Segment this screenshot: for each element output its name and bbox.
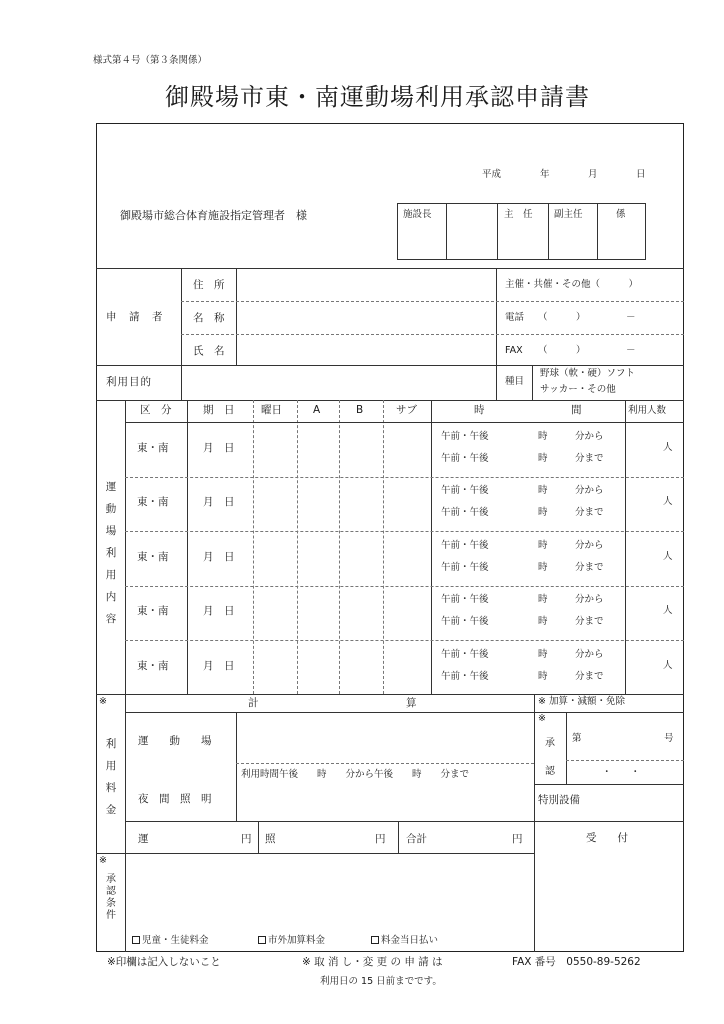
row-to-text: 分まで	[575, 562, 604, 573]
row-division: 東・南	[137, 605, 169, 617]
form-number: 様式第４号（第３条関係）	[93, 55, 208, 66]
total-label: 合計	[406, 833, 427, 845]
row-from-hour: 時	[538, 594, 548, 605]
checkbox-label: 市外加算料金	[268, 935, 326, 946]
fax-label: FAX	[505, 345, 523, 356]
row-to-ampm: 午前・午後	[441, 616, 489, 627]
name-label: 名 称	[193, 312, 225, 324]
approval-no-right: 号	[664, 733, 674, 744]
col-date: 期 日	[203, 404, 235, 416]
conditions-mark: ※	[99, 855, 107, 866]
row-to-ampm: 午前・午後	[441, 507, 489, 518]
row-people-unit: 人	[663, 551, 673, 562]
row-from-hour: 時	[538, 431, 548, 442]
stamp-director: 施設長	[403, 209, 432, 220]
checkbox-same-day-payment[interactable]	[371, 936, 438, 946]
form-title: 御殿場市東・南運動場利用承認申請書	[165, 83, 590, 111]
checkbox-label: 料金当日払い	[381, 935, 439, 946]
row-from-ampm: 午前・午後	[441, 649, 489, 660]
row-from-ampm: 午前・午後	[441, 485, 489, 496]
applicant-label: 申 請 者	[106, 311, 164, 323]
row-from-text: 分から	[575, 649, 604, 660]
row-to-hour: 時	[538, 453, 548, 464]
col-time-left: 時	[474, 404, 485, 416]
row-from-text: 分から	[575, 540, 604, 551]
special-equipment: 特別設備	[538, 794, 580, 806]
row-from-hour: 時	[538, 485, 548, 496]
row-date: 月 日	[203, 605, 235, 617]
date-month: 月	[588, 169, 598, 180]
addressee: 御殿場市総合体育施設指定管理者 様	[120, 209, 307, 222]
row-people-unit: 人	[663, 660, 673, 671]
row-from-ampm: 午前・午後	[441, 431, 489, 442]
row-to-hour: 時	[538, 507, 548, 518]
night-light-label: 夜 間 照 明	[138, 793, 212, 805]
address-label: 住 所	[193, 279, 225, 291]
row-date: 月 日	[203, 660, 235, 672]
row-from-hour: 時	[538, 540, 548, 551]
row-to-ampm: 午前・午後	[441, 671, 489, 682]
checkbox-student-fee[interactable]	[132, 936, 209, 946]
approval-no-left: 第	[572, 733, 582, 744]
person-label: 氏 名	[193, 345, 225, 357]
host-type-options: 主催・共催・その他（ ）	[505, 279, 639, 290]
row-from-ampm: 午前・午後	[441, 594, 489, 605]
fax-dash: －	[626, 345, 636, 356]
checkbox-label: 児童・生徒料金	[142, 935, 209, 946]
fees-mark: ※	[99, 696, 107, 707]
col-sub: サブ	[396, 404, 417, 416]
footer-note-1: ※印欄は記入しないこと	[107, 956, 221, 968]
approval-label: 承認	[545, 738, 555, 777]
row-date: 月 日	[203, 442, 235, 454]
col-field-a: A	[313, 404, 321, 416]
row-people-unit: 人	[663, 442, 673, 453]
row-from-hour: 時	[538, 649, 548, 660]
row-to-hour: 時	[538, 616, 548, 627]
row-date: 月 日	[203, 496, 235, 508]
row-date: 月 日	[203, 551, 235, 563]
row-to-ampm: 午前・午後	[441, 562, 489, 573]
stamp-chief: 主 任	[504, 209, 533, 220]
approval-date: ・ ・	[602, 767, 641, 778]
col-weekday: 曜日	[261, 404, 282, 416]
row-people-unit: 人	[663, 496, 673, 507]
ground-fee-yen: 円	[241, 833, 252, 845]
total-yen: 円	[512, 833, 523, 845]
col-division: 区 分	[140, 404, 172, 416]
date-era: 平成	[482, 169, 502, 180]
footer-note-3: 利用日の 15 日前までです。	[320, 976, 442, 987]
calc-left: 計	[248, 697, 259, 709]
calc-right: 算	[406, 697, 417, 709]
row-to-hour: 時	[538, 671, 548, 682]
row-division: 東・南	[137, 551, 169, 563]
col-time-right: 間	[571, 404, 582, 416]
col-people: 利用人数	[628, 405, 667, 416]
ground-label: 運 動 場	[138, 735, 212, 747]
event-label: 種目	[505, 376, 525, 387]
col-field-b: B	[356, 404, 364, 416]
phone-dash: －	[626, 312, 636, 323]
ground-fee-short: 運	[138, 833, 149, 845]
event-line-1: 野球（軟・硬）ソフト	[540, 368, 636, 379]
row-people-unit: 人	[663, 605, 673, 616]
checkbox-outside-city-fee[interactable]	[258, 936, 325, 946]
row-from-text: 分から	[575, 431, 604, 442]
row-to-text: 分まで	[575, 453, 604, 464]
phone-paren: （ ）	[538, 312, 586, 323]
event-line-2: サッカー・その他	[540, 384, 616, 395]
date-year: 年	[540, 169, 550, 180]
row-to-text: 分まで	[575, 507, 604, 518]
purpose-label: 利用目的	[106, 376, 152, 388]
row-to-hour: 時	[538, 562, 548, 573]
row-to-text: 分まで	[575, 671, 604, 682]
footer-fax: FAX 番号 0550-89-5262	[512, 956, 641, 968]
footer-note-2: ※ 取 消 し・変 更 の 申 請 は	[302, 956, 443, 968]
row-division: 東・南	[137, 442, 169, 454]
conditions-label: 承認条件	[106, 874, 116, 921]
discount-header: ※ 加算・減額・免除	[538, 696, 625, 707]
phone-label: 電話	[505, 312, 525, 323]
row-from-ampm: 午前・午後	[441, 540, 489, 551]
stamp-staff: 係	[616, 209, 626, 220]
row-from-text: 分から	[575, 594, 604, 605]
stamp-vice-chief: 副主任	[554, 209, 583, 220]
row-from-text: 分から	[575, 485, 604, 496]
date-day: 日	[636, 169, 646, 180]
light-fee-short: 照	[265, 833, 276, 845]
row-to-ampm: 午前・午後	[441, 453, 489, 464]
night-time: 利用時間午後 時 分から午後 時 分まで	[241, 769, 470, 780]
reception-label: 受 付	[586, 832, 628, 844]
row-to-text: 分まで	[575, 616, 604, 627]
fax-paren: （ ）	[538, 345, 586, 356]
fees-section-label: 利用料金	[105, 738, 117, 816]
light-fee-yen: 円	[375, 833, 386, 845]
usage-section-label: 運動場利用内容	[105, 481, 117, 625]
row-division: 東・南	[137, 496, 169, 508]
row-division: 東・南	[137, 660, 169, 672]
approval-mark: ※	[538, 713, 546, 724]
